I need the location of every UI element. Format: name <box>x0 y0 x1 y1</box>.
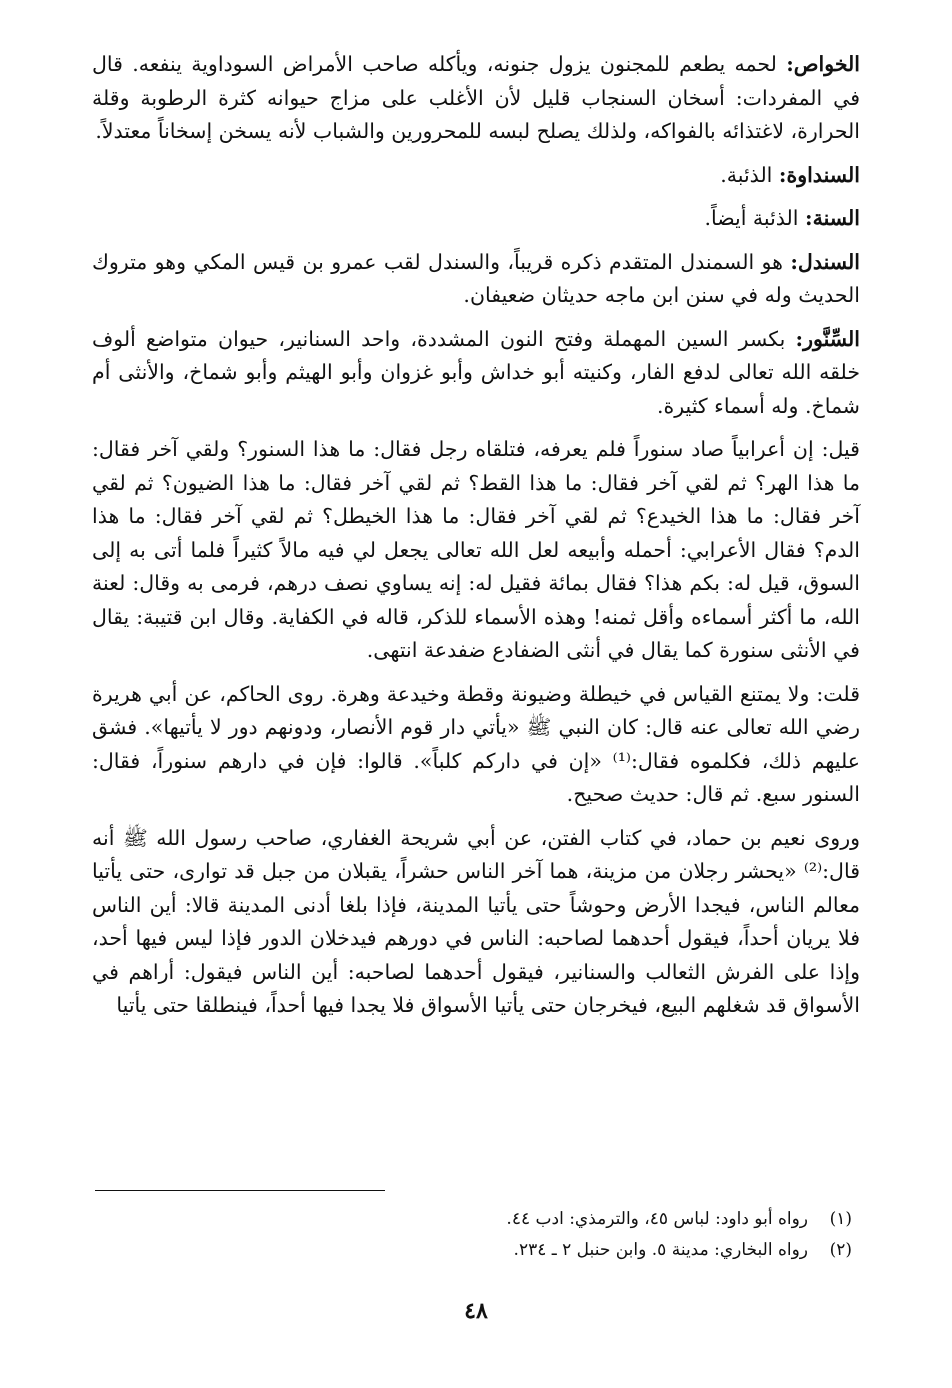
page-number: ٤٨ <box>464 1298 488 1324</box>
paragraph-text: قلت: ولا يمتنع القياس في خيطلة وضيونة وقطة وخيدعة وهرة. روى الحاكم، عن أبي هريرة رضي الله تعالى عنه قال: كان النبي ﷺ «يأتي دار قوم الأنصار، ودونهم دور لا يأتيها». فشق عليهم ذلك، فكلموه فقال:⁽¹⁾ «إن في داركم كلباً». قالوا: فإن في دارهم سنوراً، فقال: السنور سبع. ثم قال: حديث صحيح. <box>92 681 860 806</box>
term-label: السنة: <box>805 206 860 230</box>
footnote-number: (٢) <box>829 1240 852 1260</box>
term-label: الخواص: <box>786 52 860 76</box>
paragraph-sindawa <box>92 159 860 193</box>
paragraph-text: الذئبة أيضاً. <box>704 206 806 230</box>
term-label: السندل: <box>790 249 860 274</box>
paragraph-text: وروى نعيم بن حماد، في كتاب الفتن، عن أبي شريحة الغفاري، صاحب رسول الله ﷺ أنه قال:⁽²⁾ «يحشر رجلان من مزينة، هما آخر الناس حشراً، يقبلان من جبل قد توارى، حتى يأتيا معالم الناس، فيجدا الأرض وحوشاً حتى يأتيا المدينة، فإذا بلغا أدنى المدينة قالا: أين الناس فلا يريان أحداً، فيقول أحدهما لصاحبه: الناس في دورهم فيدخلان الدور فإذا ليس فيها أحد، وإذا على الفرش الثعالب والسنانير، فيقول أحدهما لصاحبه: أين الناس فيقول: أراهم في الأسواق قد شغلهم البيع، فيخرجان حتى يأتيا الأسواق فلا يجدا فيها أحداً، فينطلقا حتى يأتيا <box>92 825 860 1017</box>
paragraph-text: قيل: إن أعرابياً صاد سنوراً فلم يعرفه، فتلقاه رجل فقال: ما هذا السنور؟ ولقي آخر فقال: ما هذا الهر؟ ثم لقي آخر فقال: ما هذا القط؟ ثم لقي آخر فقال: ما هذا الضيون؟ ثم لقي آخر فقال: ما هذا الخيدع؟ ثم لقي آخر فقال: ما هذا الخيطل؟ ثم لقي آخر فقال: ما هذا الدم؟ فقال الأعرابي: أحمله وأبيعه لعل الله تعالى يجعل لي فيه مالاً كثيراً فلما أتى به إلى السوق، قيل له: بكم هذا؟ فقال بمائة فقيل له: إنه يساوي نصف درهم، فرمى به وقال: لعنة الله، ما أكثر أسماءه وأقل ثمنه! وهذه الأسماء للذكر، قاله في الكفاية. وقال ابن قتيبة: يقال في الأنثى سنورة كما يقال في أنثى الضفادع ضفدعة انتهى. <box>92 437 860 662</box>
footnote-1 <box>92 1204 852 1235</box>
paragraph-hadith-hakim <box>92 678 860 812</box>
footnote-2 <box>92 1235 852 1266</box>
paragraph-khawas <box>92 48 860 149</box>
paragraph-sinnawr <box>92 323 860 424</box>
paragraph-text: بكسر السين المهملة وفتح النون المشددة، واحد السنانير، حيوان متواضع ألوف خلقه الله تعالى لدفع الفار، وكنيته أبو خداش وأبو غزوان وأبو الهيثم وأبو شماخ، والأنثى أم شماخ. وله أسماء كثيرة. <box>92 326 860 418</box>
paragraph-text: هو السمندل المتقدم ذكره قريباً، والسندل لقب عمرو بن قيس المكي وهو متروك الحديث وله في سنن ابن ماجه حديثان ضعيفان. <box>92 249 860 307</box>
footnote-number: (١) <box>829 1209 852 1229</box>
term-label: السِّنَّور: <box>795 326 860 351</box>
paragraph-bedouin-story <box>92 433 860 668</box>
paragraph-hadith-nuaym <box>92 822 860 1023</box>
footnotes <box>92 1204 852 1266</box>
term-label: السنداوة: <box>778 162 860 187</box>
paragraph-text: لحمه يطعم للمجنون يزول جنونه، ويأكله صاحب الأمراض السوداوية ينفعه. قال في المفردات: أسخان السنجاب قليل لأن الأغلب على مزاج حيوانه كثرة الرطوبة وقلة الحرارة، لاغتذائه بالفواكه، ولذلك يصلح لبسه للمحرورين والشباب لأنه يسخن إسخاناً معتدلاً. <box>92 52 860 143</box>
paragraph-sina <box>92 202 860 236</box>
footnote-text: رواه أبو داود: لباس ٤٥، والترمذي: ادب ٤٤. <box>506 1209 808 1229</box>
paragraph-sindil <box>92 246 860 313</box>
footnote-text: رواه البخاري: مدينة ٥. وابن حنبل ٢ ـ ٢٣٤. <box>513 1240 808 1260</box>
footnote-divider <box>95 1190 385 1191</box>
paragraph-text: الذئبة. <box>720 162 779 187</box>
